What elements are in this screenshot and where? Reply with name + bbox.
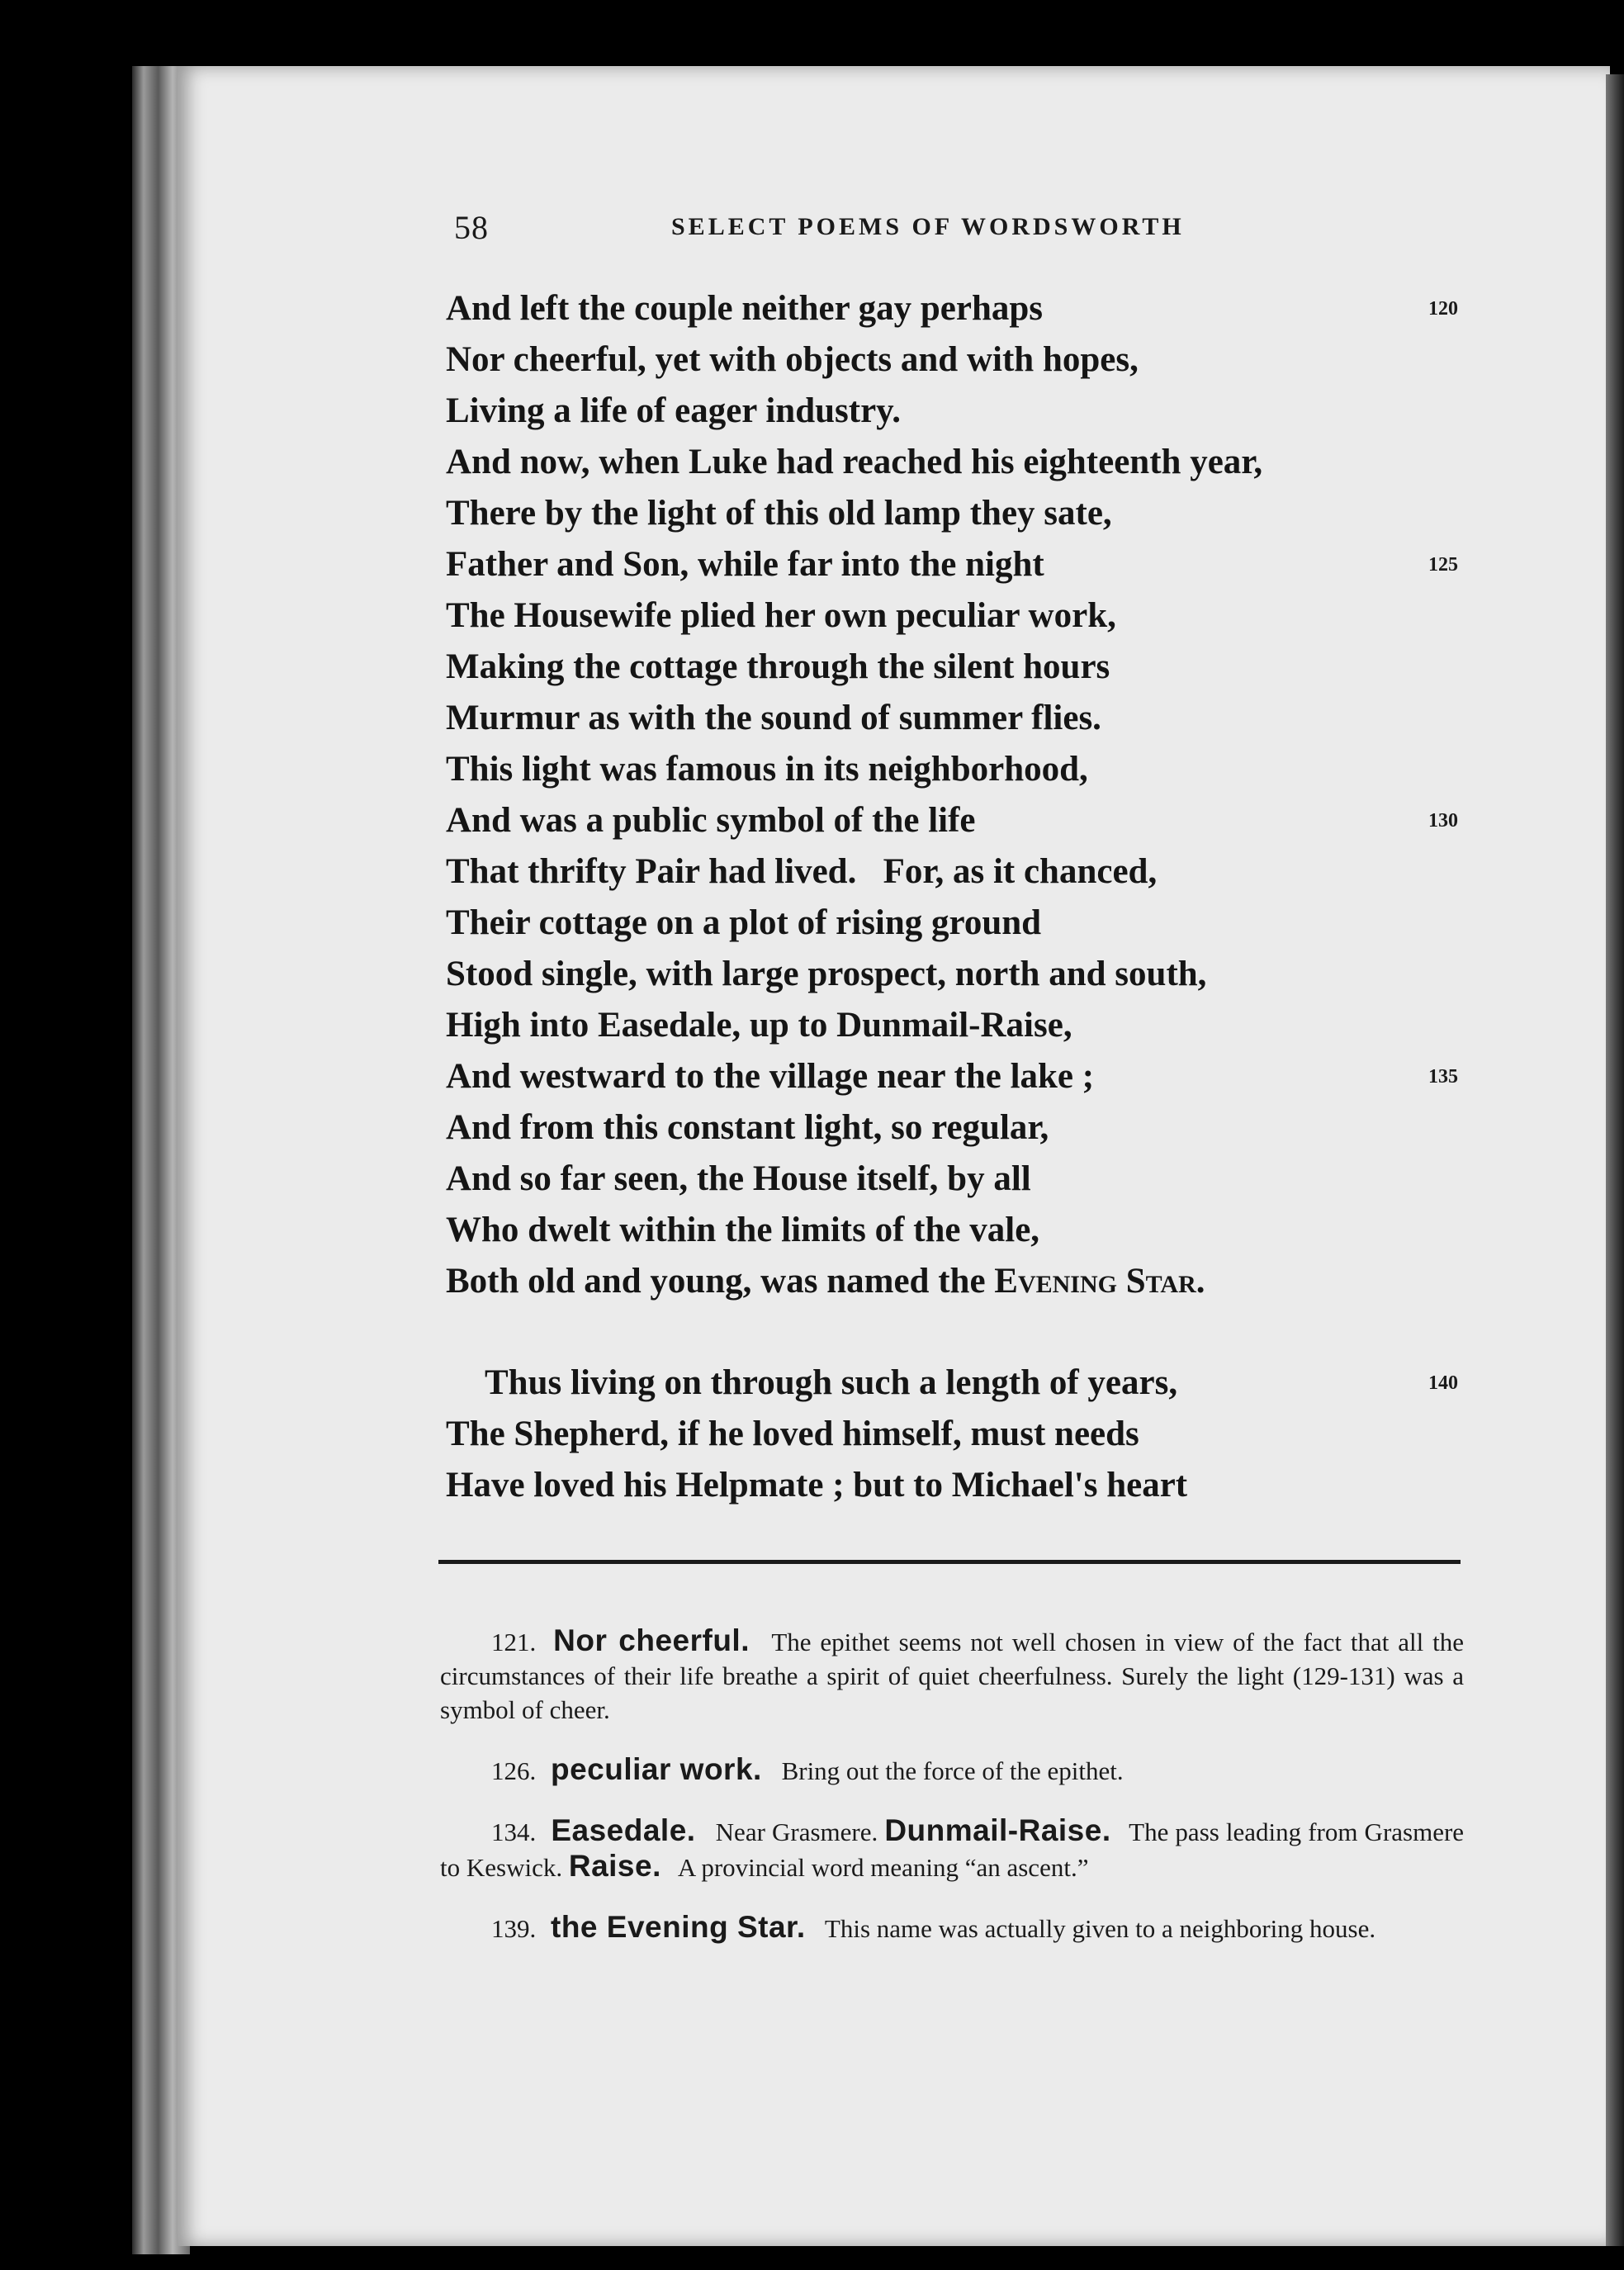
footnote-number: 121.: [491, 1628, 537, 1656]
poem-line: This light was famous in its neighborhood,: [446, 750, 1088, 789]
poem-line: The Housewife plied her own peculiar work,: [446, 596, 1116, 635]
line-number: 140: [1428, 1372, 1458, 1394]
poem-line: Making the cottage through the silent hours: [446, 647, 1110, 686]
footnote-number: 134.: [491, 1817, 537, 1846]
poem-line: Both old and young, was named the Evening Star.: [446, 1262, 1205, 1301]
footnote-term: Easedale.: [551, 1813, 696, 1847]
footnote-number: 126.: [491, 1756, 537, 1785]
footnote-term: the Evening Star.: [551, 1910, 806, 1944]
poem-line: Have loved his Helpmate ; but to Michael's heart: [446, 1466, 1188, 1505]
poem-line: That thrifty Pair had lived. For, as it chanced,: [446, 852, 1158, 891]
poem-line: And now, when Luke had reached his eighteenth year,: [446, 443, 1263, 481]
evening-star-small-caps: Evening Star.: [994, 1262, 1205, 1301]
poem-line: High into Easedale, up to Dunmail-Raise,: [446, 1006, 1072, 1045]
line-number: 130: [1428, 810, 1458, 832]
footnote-text: The pass leading from Grasmere to Keswick.: [440, 1817, 1465, 1882]
line-number: 120: [1428, 298, 1458, 320]
footnote: [440, 1910, 1464, 1945]
page-header: [454, 208, 1624, 249]
poem-line: Nor cheerful, yet with objects and with hopes,: [446, 340, 1139, 379]
poem-line: And westward to the village near the lake ; 135: [446, 1051, 1519, 1102]
poem-line: Murmur as with the sound of summer flies.: [446, 699, 1101, 737]
poem-line: Who dwelt within the limits of the vale,: [446, 1211, 1040, 1249]
footnote-text: This name was actually given to a neighboring house.: [824, 1914, 1376, 1943]
poem-line: There by the light of this old lamp they sate,: [446, 494, 1112, 533]
poem-line: And left the couple neither gay perhaps 120: [446, 283, 1519, 334]
poem-line: Living a life of eager industry.: [446, 391, 902, 430]
poem-line: Stood single, with large prospect, north and south,: [446, 955, 1207, 993]
footnote: [440, 1752, 1464, 1788]
running-head: SELECT POEMS OF WORDSWORTH: [671, 213, 1185, 240]
footnote-text: Near Grasmere.: [715, 1817, 878, 1846]
line-number: 135: [1428, 1066, 1458, 1088]
poem-line: And from this constant light, so regular,: [446, 1108, 1049, 1147]
poem-text: [446, 283, 1519, 1511]
footnote-text: A provincial word meaning “an ascent.”: [677, 1853, 1089, 1882]
footnote-text: Bring out the force of the epithet.: [781, 1756, 1124, 1785]
footnote-term: Dunmail-Raise.: [884, 1813, 1111, 1847]
footnote-term: Raise.: [568, 1849, 661, 1883]
page-edge: [1606, 74, 1624, 2246]
footnote-term: Nor cheerful.: [553, 1623, 750, 1657]
poem-line: And was a public symbol of the life 130: [446, 795, 1519, 846]
footnote-divider: [438, 1560, 1461, 1564]
page-number: 58: [454, 209, 489, 246]
footnotes: [440, 1598, 1464, 1962]
poem-line: And so far seen, the House itself, by all: [446, 1159, 1031, 1198]
footnote-term: peculiar work.: [551, 1752, 762, 1786]
footnote-number: 139.: [491, 1914, 537, 1943]
footnote-text: The epithet seems not well chosen in view of the fact that all the circumstances of their life breathe a spirit of quiet cheerfulness. Surely the light (129-131) was a symbol of cheer.: [440, 1628, 1465, 1724]
line-number: 125: [1428, 554, 1458, 576]
poem-line: Father and Son, while far into the night 125: [446, 539, 1519, 590]
footnote: [440, 1813, 1464, 1884]
poem-line: The Shepherd, if he loved himself, must needs: [446, 1415, 1139, 1453]
footnote: [440, 1623, 1464, 1727]
poem-line: Their cottage on a plot of rising ground: [446, 903, 1042, 942]
poem-line: Thus living on through such a length of years, 140: [446, 1358, 1519, 1409]
